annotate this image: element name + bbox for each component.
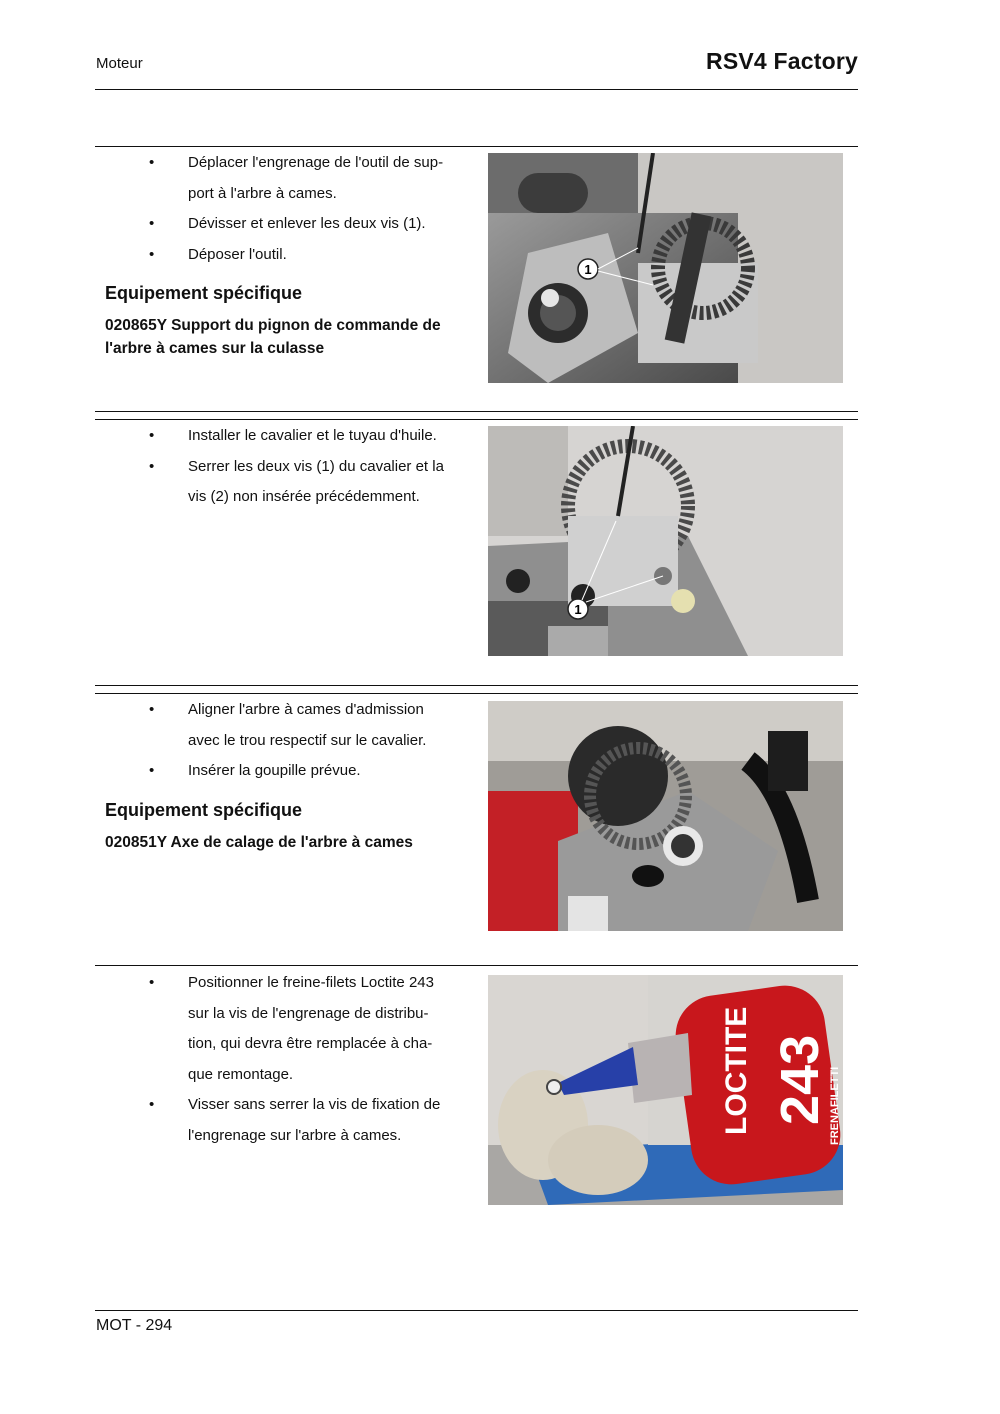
loctite-number-label: 243	[770, 1034, 830, 1125]
loctite-application-photo	[488, 975, 843, 1205]
step-divider	[95, 146, 858, 147]
header-section: Moteur	[96, 55, 143, 72]
step-divider	[95, 419, 858, 420]
bullet-icon: •	[149, 762, 155, 779]
list-item: • Aligner l'arbre à cames d'admission	[105, 695, 483, 726]
list-item: • Insérer la goupille prévue.	[105, 756, 483, 787]
list-item: • Déposer l'outil.	[105, 240, 483, 271]
step-text	[105, 695, 483, 854]
list-item: • Positionner le freine-filets Loctite 243	[105, 968, 483, 999]
header-divider	[95, 89, 858, 90]
footer-divider	[95, 1310, 858, 1311]
bullet-icon: •	[149, 245, 155, 263]
step-text	[105, 968, 483, 1151]
header-model: RSV4 Factory	[706, 48, 858, 74]
step-divider	[95, 685, 858, 686]
bullet-icon: •	[149, 974, 155, 991]
list-item-continuation: que remontage.	[188, 1065, 294, 1083]
list-item: • Visser sans serrer la vis de fixation de	[105, 1090, 483, 1121]
list-item: • Serrer les deux vis (1) du cavalier et la	[105, 452, 483, 483]
list-item: • Déplacer l'engrenage de l'outil de sup-	[105, 148, 483, 179]
equipment-title: Equipement spécifique	[105, 799, 303, 820]
list-item-continuation: vis (2) non insérée précédemment.	[188, 488, 420, 505]
equipment-description: 020865Y Support du pignon de commande de l'arbre à cames sur la culasse	[105, 317, 441, 357]
bullet-icon: •	[149, 427, 155, 444]
list-item: • Dévisser et enlever les deux vis (1).	[105, 209, 483, 240]
step-divider	[95, 693, 858, 694]
camshaft-align-photo	[488, 701, 843, 931]
list-item-continuation: sur la vis de l'engrenage de distribu-	[188, 1004, 429, 1022]
page-number: MOT - 294	[96, 1317, 173, 1334]
equipment-description: 020851Y Axe de calage de l'arbre à cames	[105, 833, 413, 851]
bullet-icon: •	[149, 215, 155, 232]
step-text	[105, 421, 483, 513]
callout-label: 1	[584, 262, 592, 277]
list-item-continuation: avec le trou respectif sur le cavalier.	[188, 731, 427, 749]
callout-label: 1	[574, 602, 582, 617]
loctite-brand-label: LOCTITE	[720, 1006, 753, 1135]
step-divider	[95, 411, 858, 412]
camshaft-tool-photo	[488, 153, 843, 383]
equipment-title: Equipement spécifique	[105, 283, 303, 303]
step-divider	[95, 965, 858, 966]
list-item-continuation: tion, qui devra être remplacée à cha-	[188, 1035, 433, 1052]
bridge-install-photo	[488, 426, 843, 656]
list-item-continuation: l'engrenage sur l'arbre à cames.	[188, 1126, 402, 1144]
bullet-icon: •	[149, 1096, 155, 1113]
list-item: • Installer le cavalier et le tuyau d'huile.	[105, 421, 483, 452]
bullet-icon: •	[149, 154, 155, 171]
bullet-icon: •	[149, 701, 155, 718]
loctite-side-label: FRENAFILETTI	[829, 1066, 841, 1145]
list-item-continuation: port à l'arbre à cames.	[188, 184, 337, 202]
bullet-icon: •	[149, 457, 155, 475]
step-text	[105, 148, 483, 360]
